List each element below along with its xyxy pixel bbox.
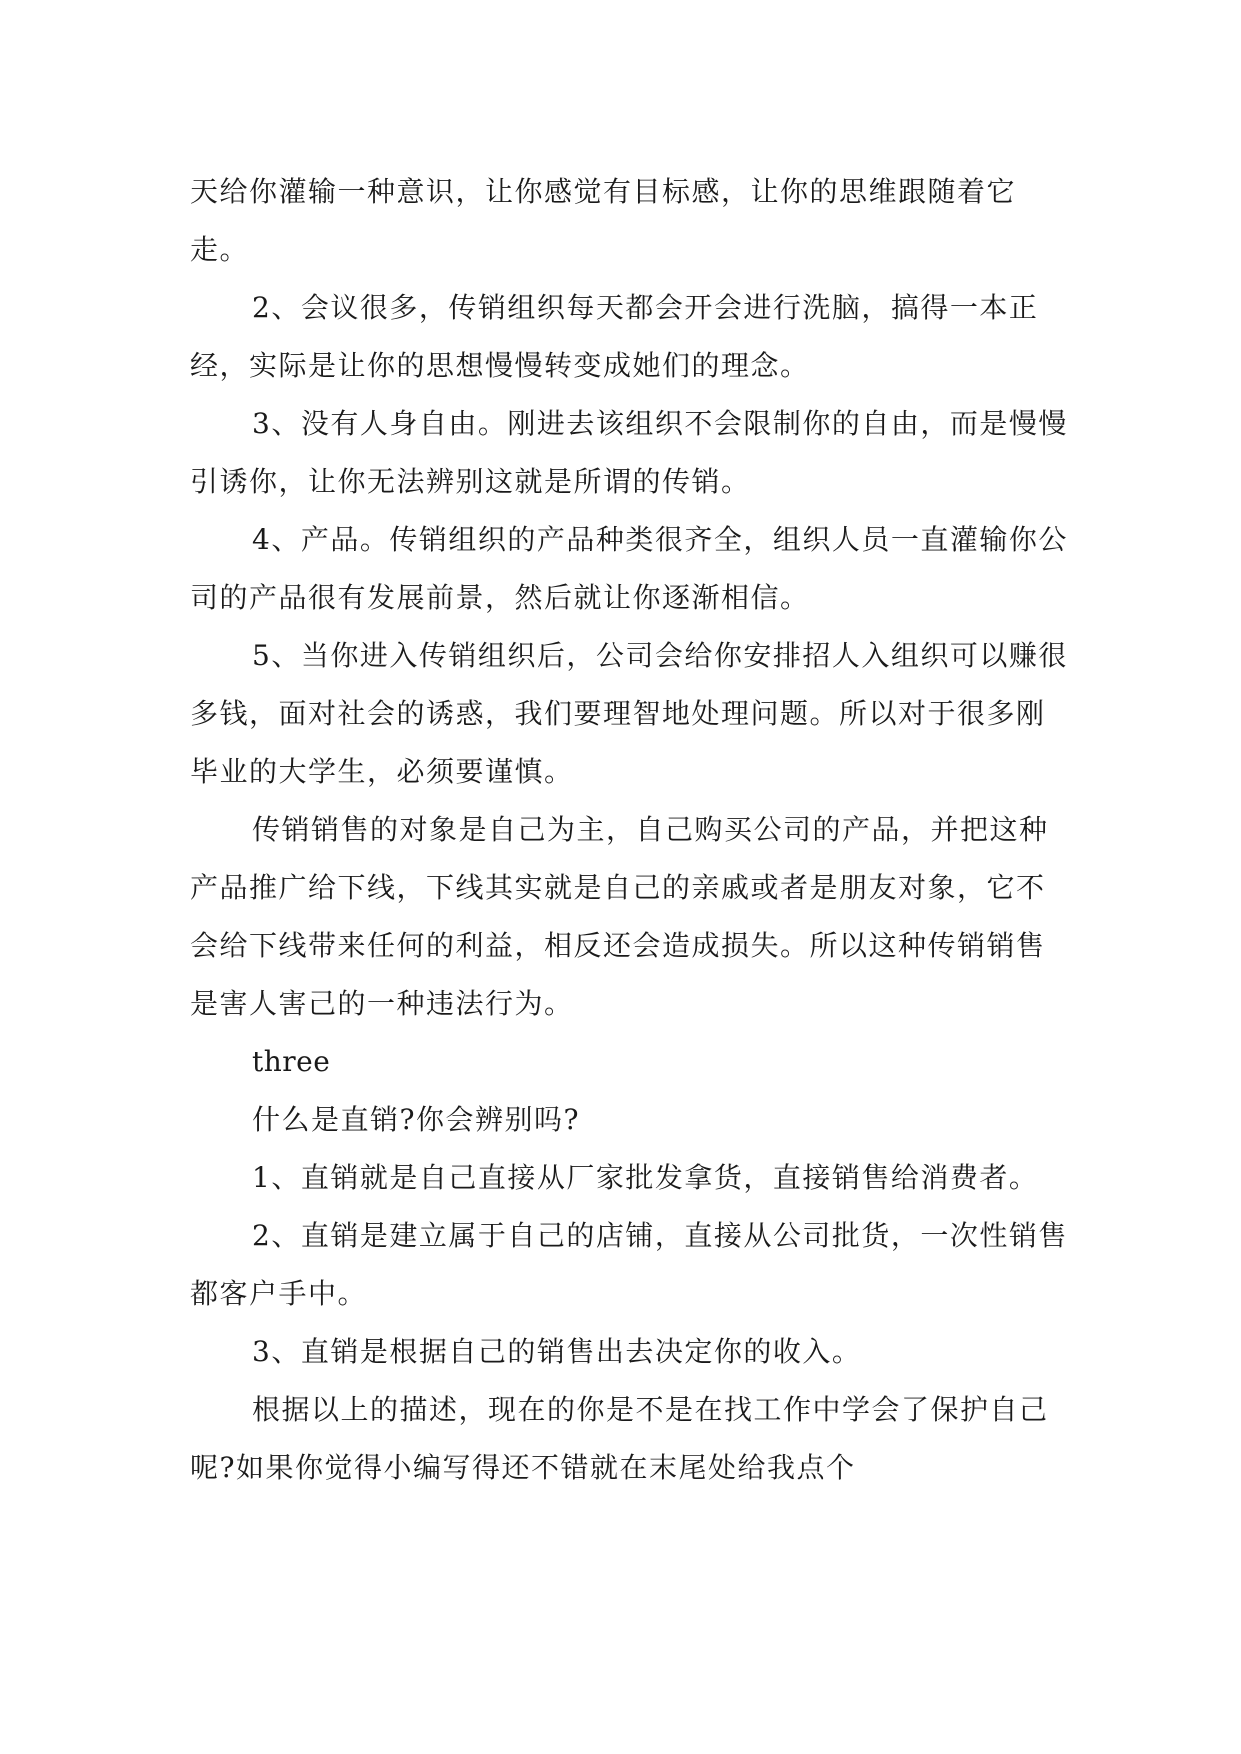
paragraph-item-3: 3、没有人身自由。刚进去该组织不会限制你的自由，而是慢慢引诱你，让你无法辨别这就是所谓的传销。 <box>190 407 1068 498</box>
document-body <box>190 163 1070 1497</box>
paragraph-continued: 天给你灌输一种意识，让你感觉有目标感，让你的思维跟随着它走。 <box>190 175 1017 266</box>
paragraph-direct-1: 1、直销就是自己直接从厂家批发拿货，直接销售给消费者。 <box>252 1161 1039 1194</box>
paragraph-conclusion: 根据以上的描述，现在的你是不是在找工作中学会了保护自己呢?如果你觉得小编写得还不错就在末尾处给我点个 <box>190 1393 1049 1484</box>
section-question: 什么是直销?你会辨别吗? <box>252 1103 581 1136</box>
paragraph-summary: 传销销售的对象是自己为主，自己购买公司的产品，并把这种产品推广给下线，下线其实就是自己的亲戚或者是朋友对象，它不会给下线带来任何的利益，相反还会造成损失。所以这种传销销售是害人害己的一种违法行为。 <box>190 813 1049 1020</box>
paragraph-item-5: 5、当你进入传销组织后，公司会给你安排招人入组织可以赚很多钱，面对社会的诱惑，我们要理智地处理问题。所以对于很多刚毕业的大学生，必须要谨慎。 <box>190 639 1068 788</box>
paragraph-direct-2: 2、直销是建立属于自己的店铺，直接从公司批货，一次性销售都客户手中。 <box>190 1219 1068 1310</box>
paragraph-item-2: 2、会议很多，传销组织每天都会开会进行洗脑，搞得一本正经，实际是让你的思想慢慢转变成她们的理念。 <box>190 291 1039 382</box>
section-heading-three: three <box>252 1045 331 1078</box>
paragraph-item-4: 4、产品。传销组织的产品种类很齐全，组织人员一直灌输你公司的产品很有发展前景，然后就让你逐渐相信。 <box>190 523 1068 614</box>
paragraph-direct-3: 3、直销是根据自己的销售出去决定你的收入。 <box>252 1335 862 1368</box>
